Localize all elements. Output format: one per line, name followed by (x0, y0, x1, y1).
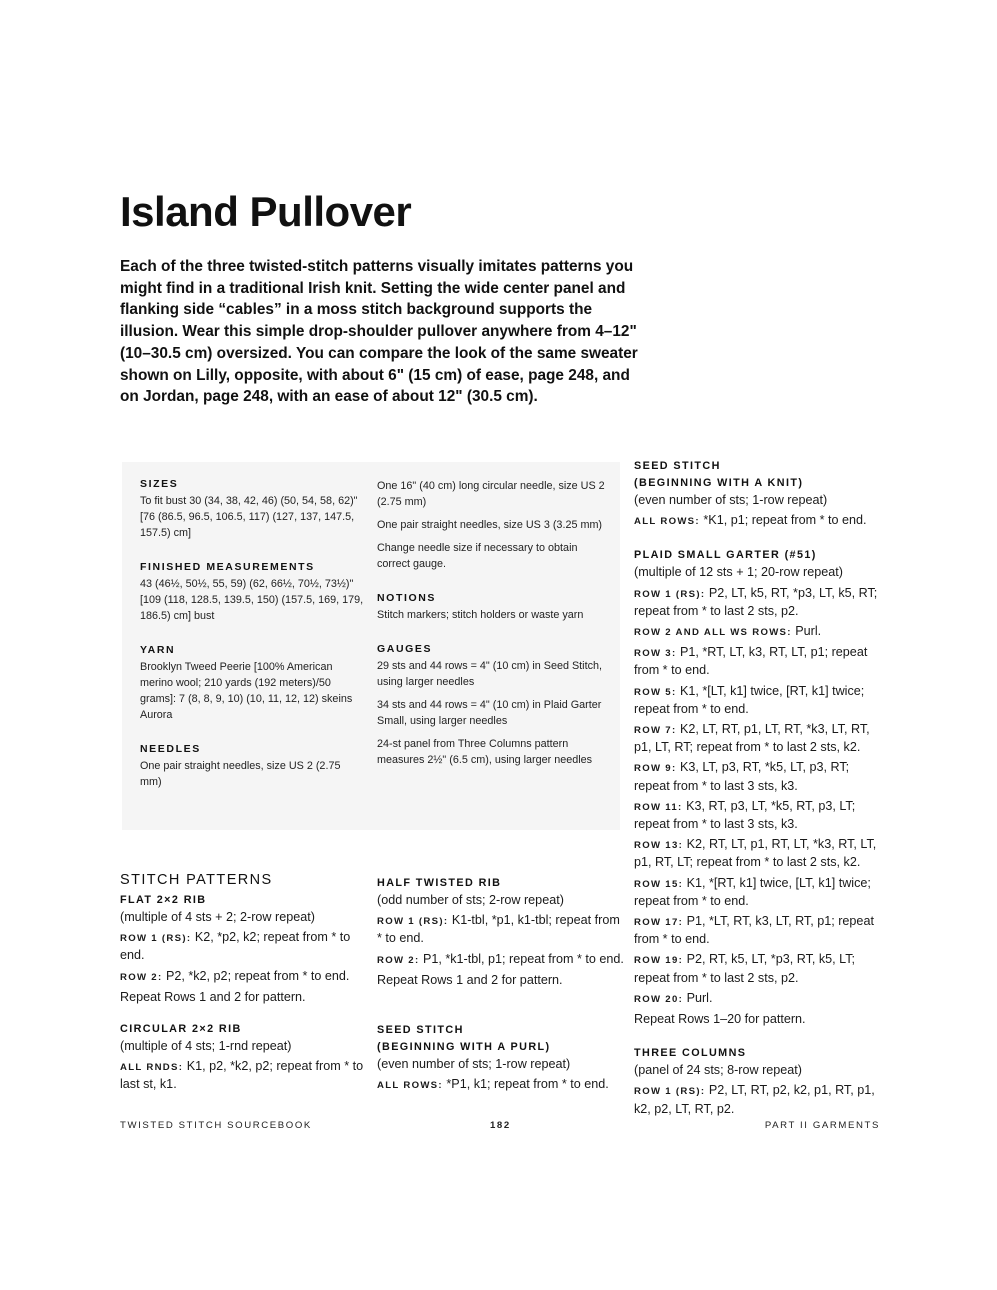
pattern-row (634, 875, 884, 910)
needles-text: One pair straight needles, size US 3 (3.25 mm) (377, 519, 603, 531)
finished-measurements-text: 43 (46½, 50½, 55, 59) (62, 66½, 70½, 73½)" [109 (118, 128.5, 139.5, 150) (157.5, 169, 179, 186.5) cm] bust (140, 578, 364, 622)
row-text: Purl. (795, 624, 822, 639)
row-text: K1, *[RT, k1] twice, [LT, k1] twice; repeat from * to end. (634, 875, 871, 908)
page-title: Island Pullover (120, 188, 412, 235)
intro-paragraph: Each of the three twisted-stitch patterns visually imitates patterns you might find in a traditional Irish knit. Setting the wide center panel and flanking side “cables” in a moss stitch background supports the illusion. Wear this simple drop-shoulder pullover anywhere from 4–12" (10–30.5 cm) oversized. You can compare the look of the same sweater shown on Lilly, opposite, with about 6" (15 cm) of ease, page 248, and on Jordan, page 248, with an ease of about 12" (30.5 cm). (120, 258, 638, 406)
row-label: ROW 9: (634, 763, 677, 775)
needles-text: One pair straight needles, size US 2 (2.75 mm) (140, 760, 341, 788)
notions-text: Stitch markers; stitch holders or waste yarn (377, 609, 584, 621)
plaid-small-garter (634, 547, 884, 1028)
row-label: ROW 3: (634, 648, 677, 660)
row-text: P2, LT, k5, RT, *p3, LT, k5, RT; repeat from * to last 2 sts, p2. (634, 585, 878, 618)
row-text: P1, *RT, LT, k3, RT, LT, p1; repeat from * to end. (634, 645, 868, 678)
pattern-row (120, 968, 365, 986)
seed-stitch-knit (634, 458, 884, 530)
pattern-subtitle: (multiple of 4 sts; 1-rnd repeat) (120, 1039, 292, 1053)
row-label: ALL RNDS: (120, 1062, 184, 1074)
row-text: Purl. (686, 990, 713, 1005)
gauges-section (377, 643, 605, 768)
half-twisted-rib (377, 875, 627, 989)
row-label: ROW 2: (120, 971, 163, 983)
row-text: K1, p2, *k2, p2; repeat from * to last st, k1. (120, 1059, 364, 1092)
stitch-column-right (634, 458, 884, 1135)
row-label: ALL ROWS: (377, 1080, 443, 1092)
pattern-row (377, 951, 627, 969)
yarn-heading: YARN (140, 644, 176, 656)
pattern-heading: (BEGINNING WITH A KNIT) (634, 477, 804, 489)
row-text: P2, RT, k5, LT, *p3, RT, k5, LT; repeat from * to last 2 sts, p2. (634, 952, 856, 985)
needles-text: One 16" (40 cm) long circular needle, size US 2 (2.75 mm) (377, 480, 605, 508)
pattern-row (634, 644, 884, 679)
pattern-row (634, 951, 884, 986)
row-text: *P1, k1; repeat from * to end. (446, 1077, 609, 1092)
finished-measurements-section (140, 561, 365, 624)
row-label: ROW 1 (RS): (634, 1086, 706, 1098)
pattern-subtitle: (even number of sts; 1-row repeat) (377, 1057, 571, 1071)
row-text: K2, LT, RT, p1, LT, RT, *k3, LT, RT, p1, LT, RT; repeat from * to last 2 sts, k2. (634, 722, 870, 755)
seed-stitch-purl (377, 1022, 627, 1094)
yarn-section (140, 644, 365, 723)
three-columns (634, 1045, 884, 1118)
pattern-row (120, 929, 365, 964)
yarn-text: Brooklyn Tweed Peerie [100% American merino wool; 210 yards (192 meters)/50 grams]: 7 (8, 8, 9, 10) (10, 11, 12, 12) skeins Aurora (140, 661, 353, 721)
notions-heading: NOTIONS (377, 592, 437, 604)
pattern-heading: CIRCULAR 2×2 RIB (120, 1023, 242, 1035)
row-label: ROW 13: (634, 840, 684, 852)
needles-heading: NEEDLES (140, 743, 201, 755)
pattern-row (634, 798, 884, 833)
pattern-row (634, 623, 884, 641)
stitch-patterns-heading: STITCH PATTERNS (120, 872, 273, 888)
pattern-row (634, 913, 884, 948)
pattern-subtitle: (multiple of 12 sts + 1; 20-row repeat) (634, 565, 843, 580)
row-text: K2, *p2, k2; repeat from * to end. (120, 930, 351, 963)
row-label: ROW 1 (RS): (120, 933, 192, 945)
row-label: ROW 11: (634, 801, 683, 813)
pattern-subtitle: (panel of 24 sts; 8-row repeat) (634, 1063, 802, 1078)
pattern-row (634, 990, 884, 1008)
materials-column-right (377, 478, 605, 788)
row-text: K2, RT, LT, p1, RT, LT, *k3, RT, LT, p1, RT, LT; repeat from * to last 2 sts, k2. (634, 837, 877, 870)
footer-book-title: TWISTED STITCH SOURCEBOOK (120, 1120, 312, 1131)
row-text: K1, *[LT, k1] twice, [RT, k1] twice; repeat from * to end. (634, 683, 865, 716)
row-label: ROW 1 (RS): (377, 916, 449, 928)
row-label: ROW 15: (634, 878, 684, 890)
needles-continued (377, 478, 605, 572)
row-label: ROW 19: (634, 955, 684, 967)
pattern-heading: (BEGINNING WITH A PURL) (377, 1041, 551, 1053)
sizes-text: To fit bust 30 (34, 38, 42, 46) (50, 54, 58, 62)" [76 (86.5, 96.5, 106.5, 117) (127, 137, 147.5, 157.5) cm] (140, 495, 358, 539)
row-label: ALL ROWS: (634, 516, 700, 528)
pattern-row (634, 683, 884, 718)
circular-rib (120, 1021, 365, 1094)
flat-rib (120, 892, 365, 1006)
row-label: ROW 5: (634, 686, 677, 698)
row-label: ROW 17: (634, 917, 684, 929)
pattern-heading: THREE COLUMNS (634, 1047, 747, 1060)
page-number: 182 (490, 1120, 511, 1131)
pattern-row (634, 721, 884, 756)
pattern-heading: HALF TWISTED RIB (377, 877, 502, 889)
row-text: K1-tbl, *p1, k1-tbl; repeat from * to end. (377, 913, 620, 946)
pattern-heading: SEED STITCH (377, 1024, 464, 1036)
gauge-text: 34 sts and 44 rows = 4" (10 cm) in Plaid Garter Small, using larger needles (377, 699, 602, 727)
pattern-repeat: Repeat Rows 1 and 2 for pattern. (120, 989, 306, 1004)
row-label: ROW 1 (RS): (634, 588, 706, 600)
pattern-row (120, 1058, 365, 1093)
pattern-heading: SEED STITCH (634, 460, 721, 472)
pattern-row (634, 1082, 884, 1117)
row-label: ROW 20: (634, 993, 684, 1005)
gauges-heading: GAUGES (377, 643, 433, 655)
needles-text: Change needle size if necessary to obtain correct gauge. (377, 542, 578, 570)
materials-column-left (140, 478, 365, 810)
notions-section (377, 592, 605, 623)
pattern-row (634, 512, 884, 530)
row-text: *K1, p1; repeat from * to end. (703, 513, 867, 528)
pattern-subtitle: (multiple of 4 sts + 2; 2-row repeat) (120, 910, 315, 924)
row-text: P1, *k1-tbl, p1; repeat from * to end. (422, 951, 624, 966)
row-label: ROW 2 AND ALL WS ROWS: (634, 627, 792, 639)
row-label: ROW 2: (377, 954, 420, 966)
row-text: K3, RT, p3, LT, *k5, RT, p3, LT; repeat from * to last 3 sts, k3. (634, 798, 856, 832)
row-text: P2, *k2, p2; repeat from * to end. (165, 968, 350, 983)
pattern-row (377, 912, 627, 947)
row-text: P1, *LT, RT, k3, LT, RT, p1; repeat from * to end. (634, 914, 874, 947)
pattern-heading: FLAT 2×2 RIB (120, 894, 207, 906)
pattern-repeat: Repeat Rows 1 and 2 for pattern. (377, 972, 563, 987)
sizes-section (140, 478, 365, 541)
pattern-row (634, 836, 884, 871)
pattern-heading: PLAID SMALL GARTER (#51) (634, 549, 817, 562)
row-label: ROW 7: (634, 725, 677, 737)
needles-section (140, 743, 365, 790)
pattern-repeat: Repeat Rows 1–20 for pattern. (634, 1012, 806, 1027)
sizes-heading: SIZES (140, 478, 179, 490)
gauge-text: 29 sts and 44 rows = 4" (10 cm) in Seed Stitch, using larger needles (377, 660, 602, 688)
finished-measurements-heading: FINISHED MEASUREMENTS (140, 561, 315, 573)
pattern-row (634, 759, 884, 794)
footer-section: PART II GARMENTS (764, 1120, 880, 1131)
pattern-subtitle: (odd number of sts; 2-row repeat) (377, 893, 564, 907)
row-text: K3, LT, p3, RT, *k5, LT, p3, RT; repeat from * to last 3 sts, k3. (634, 760, 850, 793)
row-text: P2, LT, RT, p2, k2, p1, RT, p1, k2, p2, LT, RT, p2. (634, 1083, 875, 1116)
pattern-row (634, 585, 884, 620)
pattern-subtitle: (even number of sts; 1-row repeat) (634, 493, 828, 507)
gauge-text: 24-st panel from Three Columns pattern measures 2½" (6.5 cm), using larger needles (377, 738, 593, 766)
pattern-row (377, 1076, 627, 1094)
